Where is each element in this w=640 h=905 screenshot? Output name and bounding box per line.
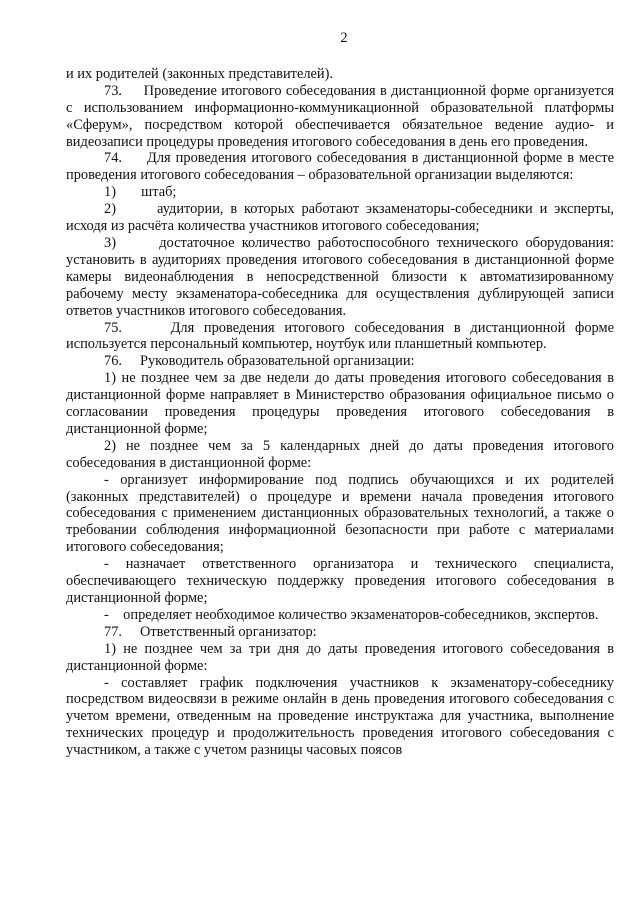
document-page xyxy=(66,30,614,759)
paragraph-74-item-3: 3) достаточное количество работоспособного технического оборудования: установить в аудиториях проведения итогового собеседования в дистанционной форме камеры видеонаблюдения в непосредственной близости к автоматизированному рабочему месту экзаменатора-собеседника для осуществления дублирующей записи ответов участников итогового собеседования. xyxy=(66,234,614,319)
paragraph-77: 77. Ответственный организатор: xyxy=(104,623,317,640)
paragraph-76-item-2-dash-3: - определяет необходимое количество экзаменаторов-собеседников, экспертов. xyxy=(104,606,599,623)
paragraph-76-item-2-dash-1: - организует информирование под подпись обучающихся и их родителей (законных представителей) о процедуре и времени начала проведения итогового собеседования с применением дистанционных образовательных технологий, а также о требовании соблюдения информационной безопасности при работе с материалами итогового собеседования; xyxy=(66,471,614,556)
paragraph-continuation: и их родителей (законных представителей). xyxy=(66,65,334,82)
paragraph-76-item-1: 1) не позднее чем за две недели до даты проведения итогового собеседования в дистанционной форме направляет в Министерство образования официальное письмо о согласовании проведения процедуры проведения итогового собеседования в дистанционной форме; xyxy=(66,370,614,437)
paragraph-77-item-1-dash-1: - составляет график подключения участников к экзаменатору-собеседнику посредством видеосвязи в режиме онлайн в день проведения итогового собеседования с учетом времени, отведенным на проведение инструктажа для участника, выполнение технических процедур и продолжительность проведения итогового собеседования с участником, а также с учетом разницы часовых поясов xyxy=(66,674,614,759)
paragraph-74-item-2: 2) аудитории, в которых работают экзаменаторы-собеседники и эксперты, исходя из расчёта количества участников итогового собеседования; xyxy=(66,201,614,235)
paragraph-74-item-1: 1) штаб; xyxy=(104,184,177,201)
page-number: 2 xyxy=(340,30,348,46)
paragraph-75: 75. Для проведения итогового собеседования в дистанционной форме используется персональный компьютер, ноутбук или планшетный компьютер. xyxy=(66,319,614,353)
paragraph-76-item-2: 2) не позднее чем за 5 календарных дней до даты проведения итогового собеседования в дистанционной форме: xyxy=(66,437,614,471)
paragraph-76-item-2-dash-2: - назначает ответственного организатора и технического специалиста, обеспечивающего техническую поддержку проведения итогового собеседования в дистанционной форме; xyxy=(66,556,614,606)
paragraph-74: 74. Для проведения итогового собеседования в дистанционной форме в месте проведения итогового собеседования – образовательной организации выделяются: xyxy=(66,150,614,184)
paragraph-77-item-1: 1) не позднее чем за три дня до даты проведения итогового собеседования в дистанционной форме: xyxy=(66,640,614,674)
paragraph-76: 76. Руководитель образовательной организации: xyxy=(104,353,415,370)
paragraph-73: 73. Проведение итогового собеседования в дистанционной форме организуется с использованием информационно-коммуникационной образовательной платформы «Сферум», посредством которой обеспечивается обязательное ведение аудио- и видеозаписи процедуры проведения итогового собеседования в день его проведения. xyxy=(66,82,614,150)
